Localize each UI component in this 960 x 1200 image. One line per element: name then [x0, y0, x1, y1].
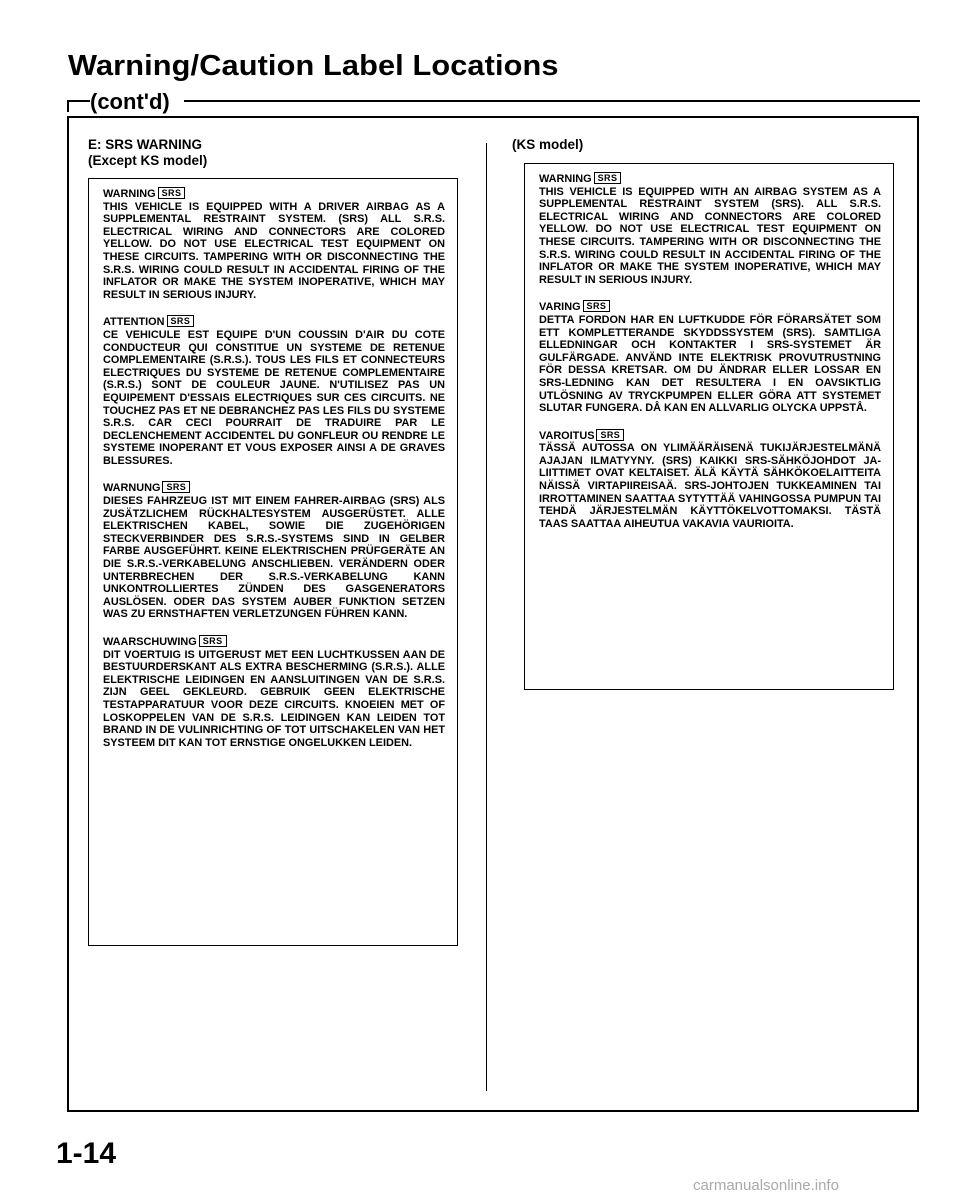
srs-icon: SRS [158, 187, 186, 199]
section-head: VARING SRS [539, 300, 881, 314]
page-number: 1-14 [56, 1137, 117, 1170]
section-head: VAROITUS SRS [539, 429, 881, 443]
section-body: DIT VOERTUIG IS UITGERUST MET EEN LUCHTKUSSEN AAN DE BESTUURDERSKANT ALS EXTRA BESCHERMING (S.R.S.). ALLE ELEKTRISCHE LEIDINGEN EN AANSLUITINGEN VAN DE S.R.S. ZIJN GEEL GEKLEURD. GEBRUIK GEEN ELEKTRISCHE TESTAPPARATUUR VOOR DEZE CIRCUITS. KNOEIEN MET OF LOSKOPPELEN VAN DE S.R.S. LEIDINGEN KAN LEIDEN TOT BRAND IN DE VULINRICHTING OF TOT UITSCHAKELEN VAN HET SYSTEEM DIT KAN TOT ERNSTIGE ONGELUKKEN LEIDEN. [103, 648, 445, 749]
srs-icon: SRS [594, 172, 622, 184]
srs-label-except-ks [88, 178, 458, 946]
section-head: ATTENTION SRS [103, 315, 445, 329]
label-section-english [103, 187, 445, 301]
label-section-dutch [103, 635, 445, 749]
left-heading [88, 137, 207, 169]
section-body: DIESES FAHRZEUG IST MIT EINEM FAHRER-AIRBAG (SRS) ALS ZUSÄTZLICHEM RÜCKHALTESYSTEM AUSGERÜSTET. ALLE ELEKTRISCHEN KABEL, SOWIE DIE ZUGEHÖRIGEN STECKVERBINDER DES S.R.S.-SYSTEMS SIND IN GELBER FARBE AUSGEFÜHRT. KEINE ELEKTRISCHEN PRÜFGERÄTE AN DIE S.R.S.-VERKABELUNG ANSCHLIEBEN. VERÄNDERN ODER UNTERBRECHEN DER S.R.S.-VERKABELUNG KANN UNKONTROLLIERTES ZÜNDEN DES GASGENERATORS AUSLÖSEN. ODER DAS SYSTEM AUBER FUNKTION SETZEN WAS ZU ERNSTHAFTEN VERLETZUNGEN FÜHREN KANN. [103, 495, 445, 621]
watermark: carmanualsonline.info [693, 1177, 839, 1194]
section-head: WARNUNG SRS [103, 481, 445, 495]
section-body: THIS VEHICLE IS EQUIPPED WITH AN AIRBAG SYSTEM AS A SUPPLEMENTAL RESTRAINT SYSTEM (SRS). ALL S.R.S. ELECTRICAL WIRING AND CONNECTORS ARE COLORED YELLOW. DO NOT USE ELECTRICAL TEST EQUIPMENT ON THESE CIRCUITS. TAMPERING WITH OR DISCONNECTING THE S.R.S. WIRING COULD RESULT IN ACCIDENTAL FIRING OF THE INFLATOR OR MAKE THE SYSTEM INOPERATIVE, WHICH MAY RESULT IN SERIOUS INJURY. [539, 185, 881, 286]
srs-icon: SRS [167, 315, 195, 327]
section-body: THIS VEHICLE IS EQUIPPED WITH A DRIVER AIRBAG AS A SUPPLEMENTAL RESTRAINT SYSTEM. (SRS) ALL S.R.S. ELECTRICAL WIRING AND CONNECTORS ARE COLORED YELLOW. DO NOT USE ELECTRICAL TEST EQUIPMENT ON THESE CIRCUITS. TAMPERING WITH OR DISCONNECTING THE S.R.S. WIRING COULD RESULT IN ACCIDENTAL FIRING OF THE INFLATOR OR MAKE THE SYSTEM INOPERATIVE, WHICH MAY RESULT IN SERIOUS INJURY. [103, 200, 445, 301]
srs-label-ks [524, 163, 894, 690]
section-head: WARNING SRS [103, 187, 445, 201]
title-rule-stub [67, 100, 69, 112]
section-body: CE VEHICULE EST EQUIPE D'UN COUSSIN D'AIR DU COTE CONDUCTEUR QUI CONSTITUE UN SYSTEME DE RETENUE COMPLEMENTAIRE (S.R.S.). TOUS LES FILS ET CONNECTEURS ELECTRIQUES DU SYSTEME DE RETENUE COMPLEMENTAIRE (S.R.S.) SONT DE COULEUR JAUNE. N'UTILISEZ PAS UN EQUIPEMENT D'ESSAIS ELECTRIQUES SUR CES CIRCUITS. NE TOUCHEZ PAS ET NE DEBRANCHEZ PAS LES FILS DU SYSTEME S.R.S. CAR CECI POURRAIT DE TRADUIRE PAR LE DECLENCHEMENT ACCIDENTEL DU GONFLEUR OU RENDRE LE SYSTEME INOPERANT ET VOUS EXPOSER AINSI A DE GRAVES BLESSURES. [103, 328, 445, 467]
title-rule [68, 100, 920, 102]
left-heading-line1: E: SRS WARNING [88, 137, 203, 152]
page-subtitle: (cont'd) [90, 89, 184, 115]
section-body: TÄSSÄ AUTOSSA ON YLIMÄÄRÄISENÄ TUKIJÄRJESTELMÄNÄ AJAJAN ILMATYYNY. (SRS) KAIKKI SRS-SÄHKÖJOHDOT JA-LIITTIMET OVAT KELTAISET. ÄLÄ KÄYTÄ SÄHKÖKOELAITTEITA NÄISSÄ VIRTAPIIREISAÄ. SRS-JOHTOJEN TUKKEAMINEN TAI IRROTTAMINEN SAATTAA SYTYTTÄÄ VAHINGOSSA PUMPUN TAI TEHDÄ JÄRJESTELMÄN KÄYTTÖKELVOTTOMAKSI. TÄSTÄ TAAS SAATTAA AIHEUTUA VAKAVIA VAURIOITA. [539, 442, 881, 530]
section-head: WARNING SRS [539, 172, 881, 186]
left-heading-line2: (Except KS model) [88, 153, 208, 168]
right-heading: (KS model) [512, 137, 584, 152]
column-divider [486, 143, 487, 1091]
label-section-english [539, 172, 881, 286]
label-section-finnish [539, 429, 881, 531]
label-section-french [103, 315, 445, 467]
label-section-swedish [539, 300, 881, 414]
section-head: WAARSCHUWING SRS [103, 635, 445, 649]
srs-icon: SRS [583, 300, 611, 312]
label-section-german [103, 481, 445, 621]
srs-icon: SRS [199, 635, 227, 647]
srs-icon: SRS [596, 429, 624, 441]
srs-icon: SRS [162, 481, 190, 493]
section-body: DETTA FORDON HAR EN LUFTKUDDE FÖR FÖRARSÄTET SOM ETT KOMPLETTERANDE SKYDDSSYSTEM (SRS). SAMTLIGA ELLEDNINGAR OCH KONTAKTER I SRS-SYSTEMET ÄR GULFÄRGADE. ANVÄND INTE ELEKTRISK PROVUTRUSTNING FÖR DESSA KRETSAR. OM DU ÄNDRAR ELLER LOSSAR EN SRS-LEDNING KAN DET RESULTERA I EN OAVSIKTLIG UTLÖSNING AV TRYCKPUMPEN ELLER GÖRA ATT SYSTEMET SLUTAR FUNGERA. DÅ KAN EN ALLVARLIG OLYCKA UPPSTÅ. [539, 313, 881, 415]
page-title: Warning/Caution Label Locations [68, 50, 559, 82]
